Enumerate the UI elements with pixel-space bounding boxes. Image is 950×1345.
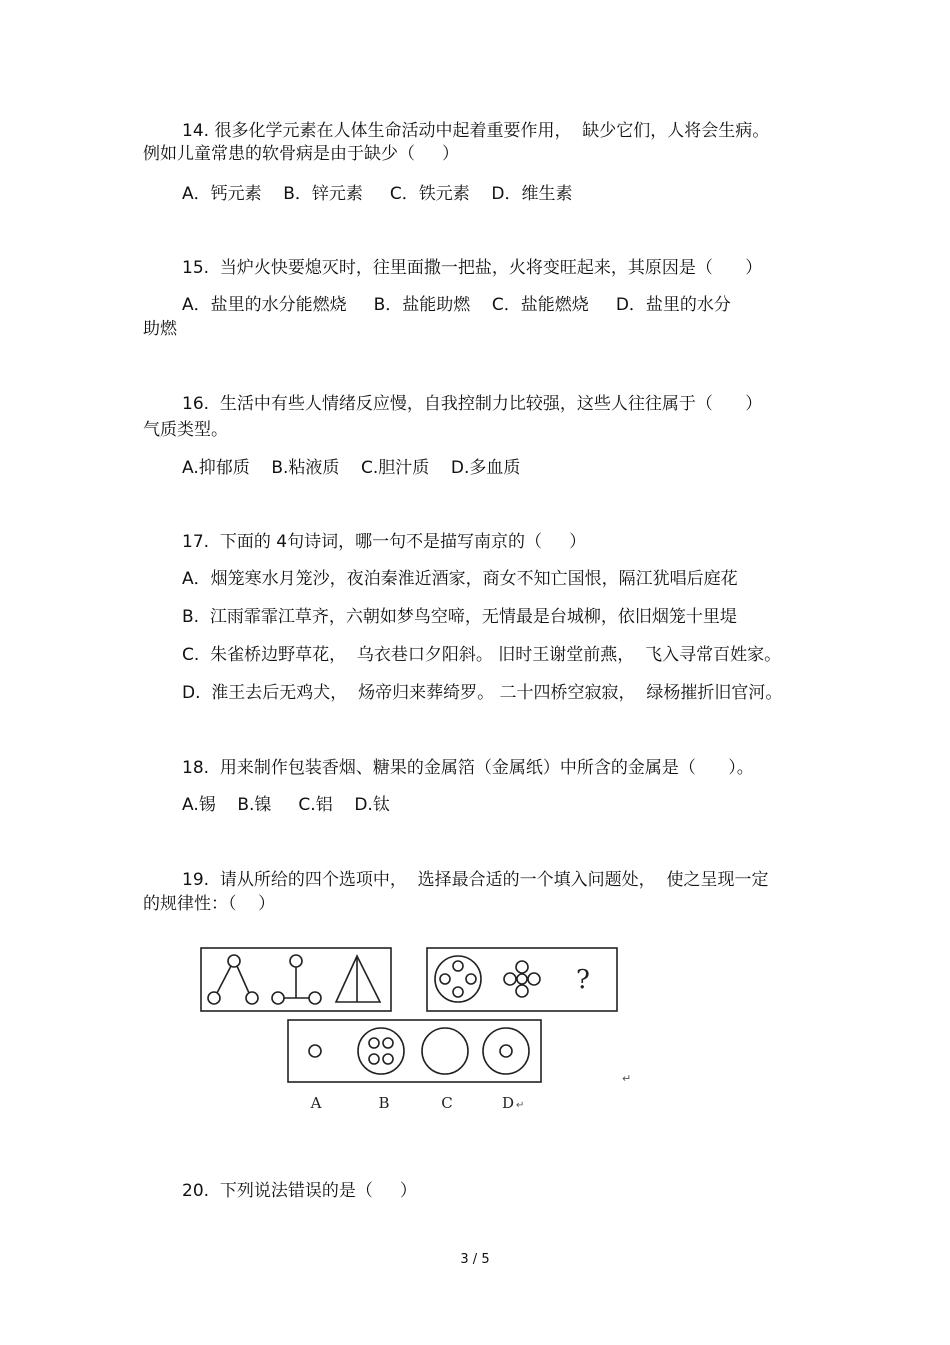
q14-line2: 例如儿童常患的软骨病是由于缺少（ ） xyxy=(143,144,460,164)
q14-options: A．钙元素 B．锌元素 C．铁元素 D．维生素 xyxy=(182,184,573,204)
option-label-a: A xyxy=(310,1094,322,1112)
option-c-shape xyxy=(422,1028,468,1074)
q18-line1: 18. 用来制作包装香烟、糖果的金属箔（金属纸）中所含的金属是（ ）。 xyxy=(182,758,754,778)
t-nodes-shape xyxy=(272,955,321,1004)
q17-option-a: A．烟笼寒水月笼沙，夜泊秦淮近酒家，商女不知亡国恨，隔江犹唱后庭花 xyxy=(182,569,738,589)
return-mark: ↵ xyxy=(622,1072,632,1085)
option-d-shape xyxy=(483,1028,529,1074)
q19-line1: 19. 请从所给的四个选项中， 选择最合适的一个填入问题处， 使之呈现一定 xyxy=(182,870,769,890)
figure-options-panel xyxy=(288,1020,541,1082)
q17-option-b: B. 江雨霏霏江草齐，六朝如梦鸟空啼，无情最是台城柳，依旧烟笼十里堤 xyxy=(182,607,737,627)
flower-shape xyxy=(504,961,540,997)
option-b-shape xyxy=(358,1028,404,1074)
option-label-d: D xyxy=(501,1094,515,1112)
return-mark: ↵ xyxy=(516,1100,525,1111)
q16-options: A.抑郁质 B.粘液质 C.胆汁质 D.多血质 xyxy=(182,458,521,478)
q16-line2: 气质类型。 xyxy=(143,420,228,440)
q18-options: A.锡 B.镍 C.铝 D.钛 xyxy=(182,795,390,815)
q17-option-c: C. 朱雀桥边野草花， 乌衣巷口夕阳斜。 旧时王谢堂前燕， 飞入寻常百姓家。 xyxy=(182,645,782,665)
q17-line1: 17. 下面的 4句诗词，哪一句不是描写南京的（ ） xyxy=(182,532,587,552)
circle-with-four-dots-shape xyxy=(435,956,481,1002)
q17-option-d: D. 淮王去后无鸡犬， 炀帝归来葬绮罗。 二十四桥空寂寂， 绿杨摧折旧官河。 xyxy=(182,683,783,703)
q15-line1: 15. 当炉火快要熄灭时，往里面撒一把盐，火将变旺起来，其原因是（ ） xyxy=(182,258,763,278)
option-label-c: C xyxy=(441,1094,453,1112)
q15-line3: 助燃 xyxy=(143,319,177,339)
q20-line1: 20. 下列说法错误的是（ ） xyxy=(182,1181,417,1201)
page-number: 3 / 5 xyxy=(460,1252,490,1267)
q16-line1: 16. 生活中有些人情绪反应慢，自我控制力比较强，这些人往往属于（ ） xyxy=(182,394,763,414)
divided-triangle-shape xyxy=(336,956,380,1002)
question-mark: ? xyxy=(576,965,590,995)
q19-line2: 的规律性：（ ） xyxy=(143,894,276,914)
option-label-b: B xyxy=(378,1094,390,1112)
option-a-shape xyxy=(309,1045,321,1057)
q14-line1: 14. 很多化学元素在人体生命活动中起着重要作用， 缺少它们，人将会生病。 xyxy=(182,121,770,141)
triangle-nodes-shape xyxy=(208,955,258,1004)
q15-options: A．盐里的水分能燃烧 B．盐能助燃 C．盐能燃烧 D．盐里的水分 xyxy=(182,295,731,315)
